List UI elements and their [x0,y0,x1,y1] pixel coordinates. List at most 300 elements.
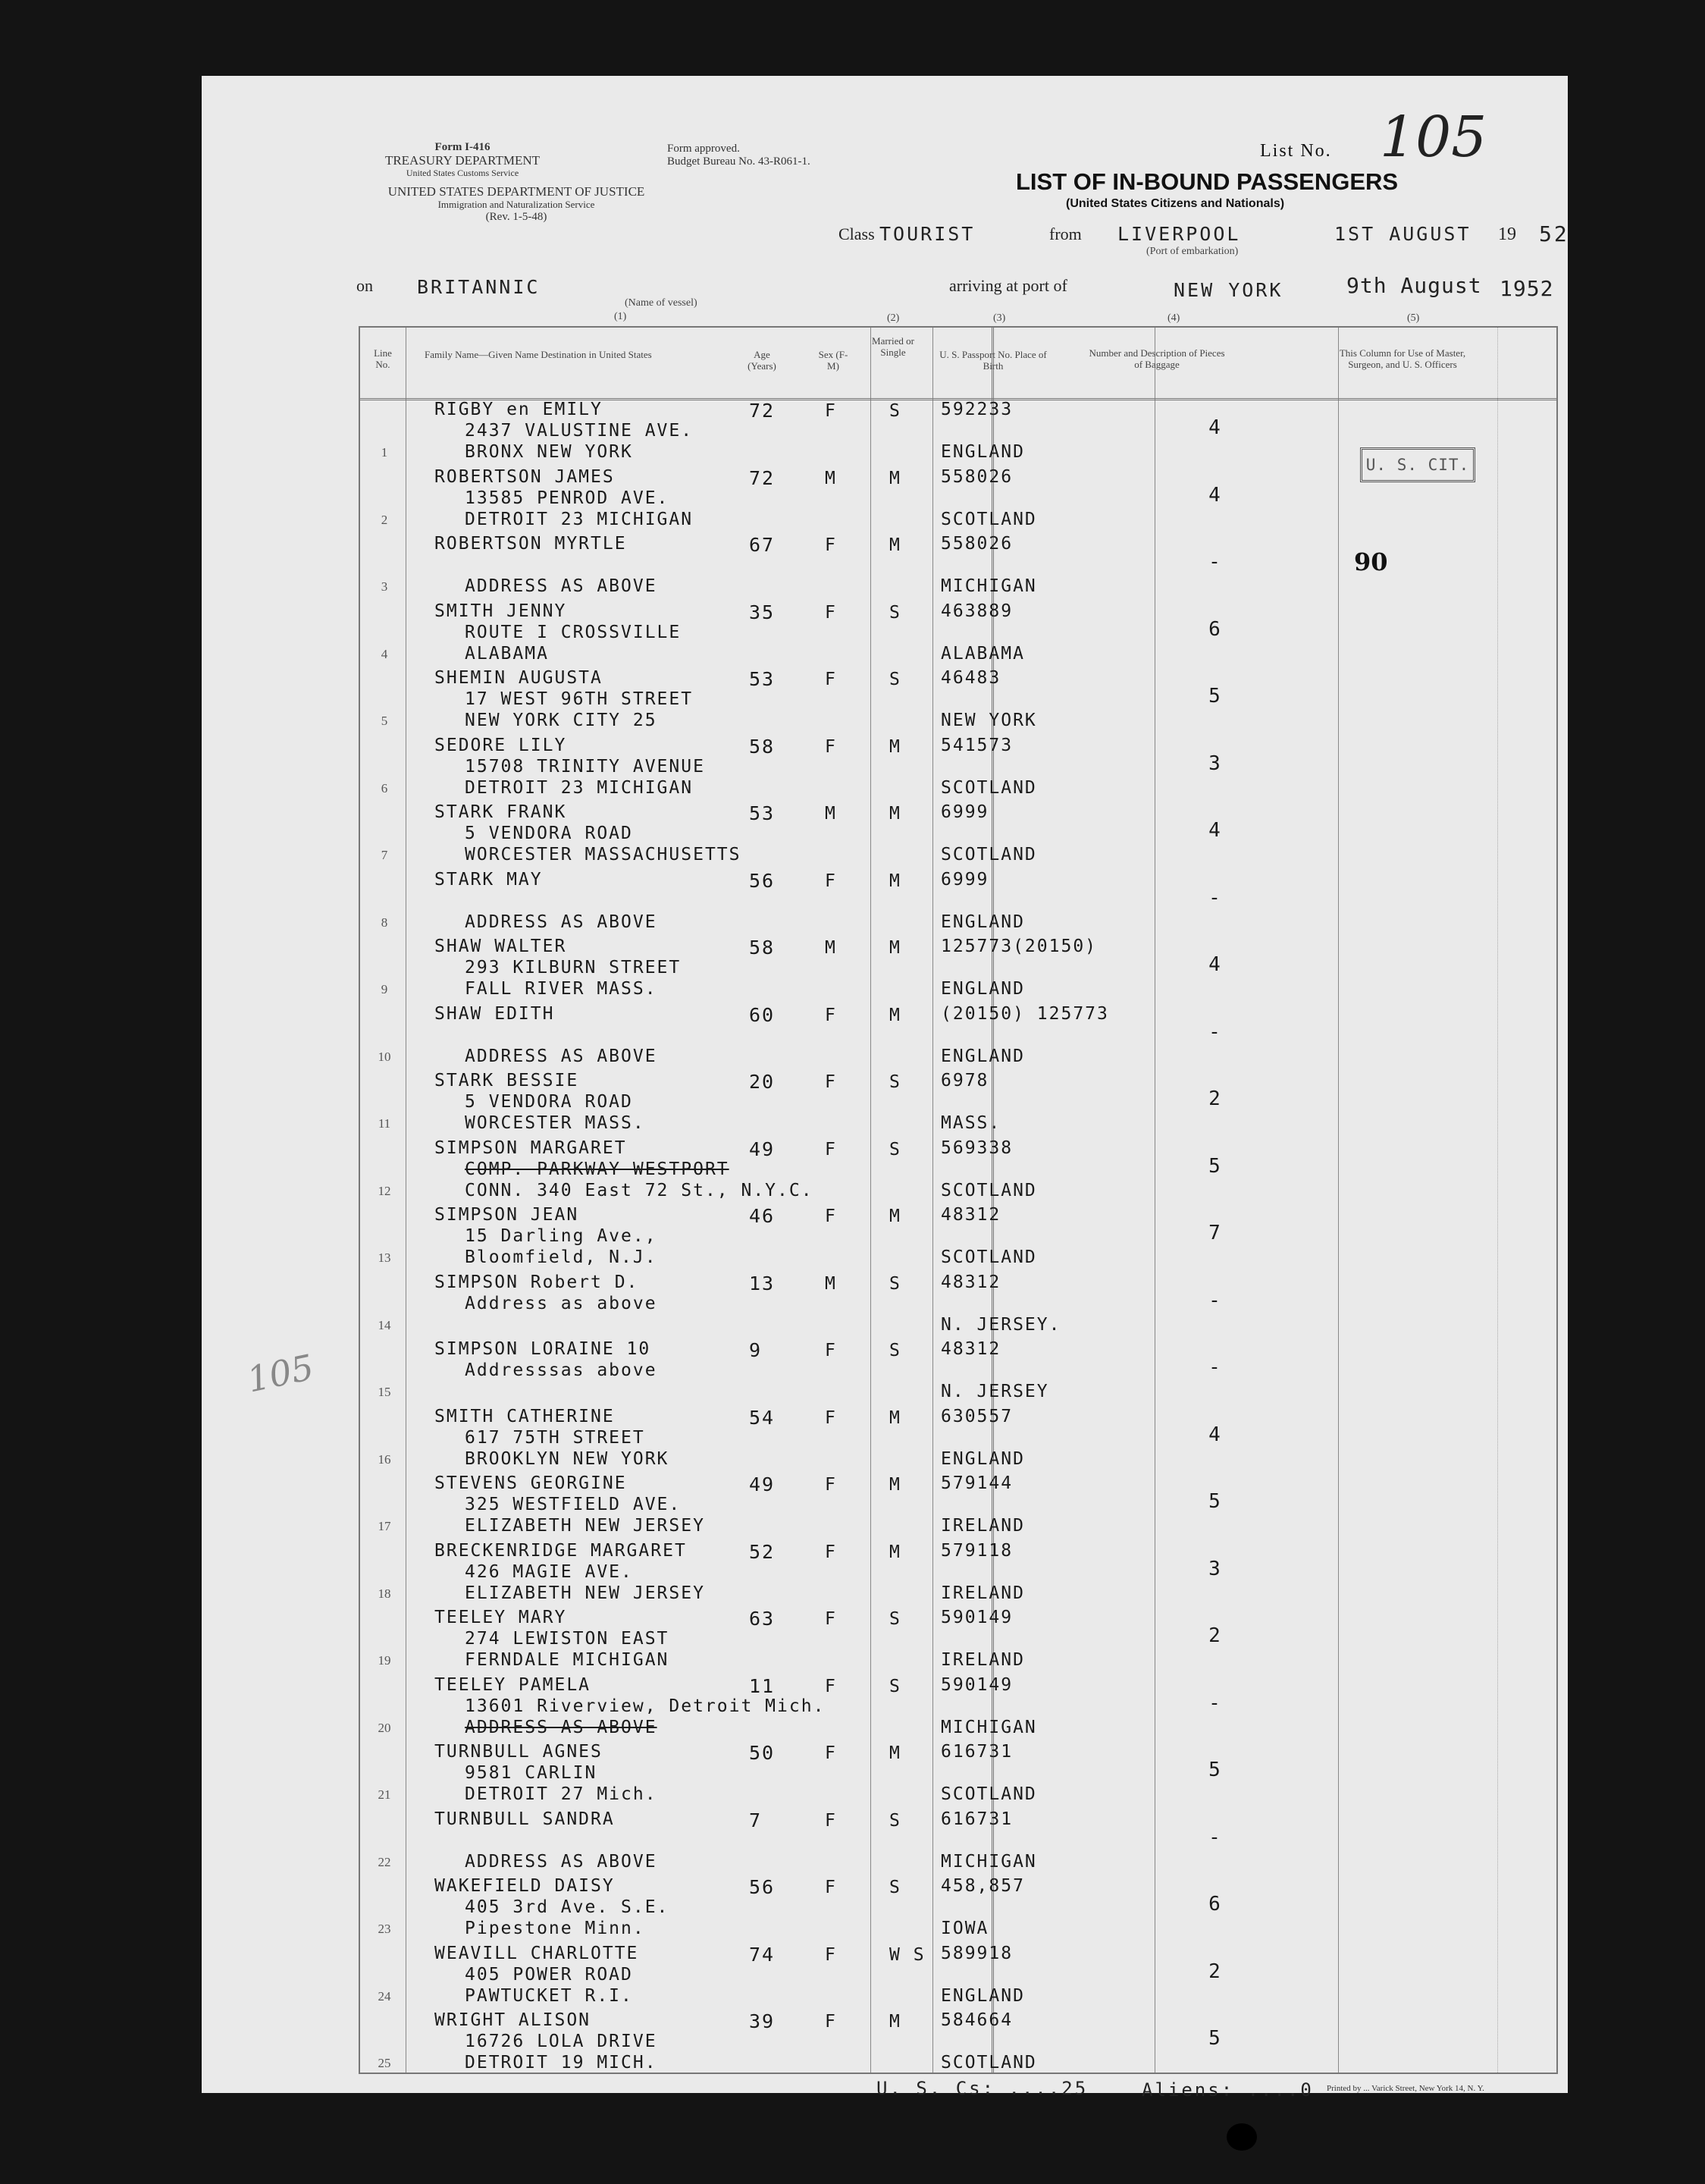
place-of-birth: IOWA [941,1919,989,1938]
passport-number: 558026 [941,466,1014,487]
approval-block: Form approved. Budget Bureau No. 43-R061-1. [667,143,810,168]
place-of-birth: IRELAND [941,1650,1025,1670]
passport-number: (20150) 125773 [941,1003,1109,1024]
baggage-count: - [1208,551,1222,573]
sex: M [825,938,837,958]
sex: F [825,1810,837,1831]
place-of-birth: MICHIGAN [941,1851,1037,1872]
place-of-birth: SCOTLAND [941,2053,1037,2073]
place-of-birth: ENGLAND [941,912,1025,932]
place-of-birth: ENGLAND [941,1448,1025,1469]
arrival-port: NEW YORK [1174,279,1283,301]
place-of-birth: SCOTLAND [941,1784,1037,1804]
line-number: 2 [381,512,388,527]
line-number: 12 [378,1183,391,1198]
marital-status: S [889,1878,901,1897]
age: 35 [749,601,776,623]
place-of-birth: MASS. [941,1113,1001,1133]
sex: F [825,1609,837,1629]
place-of-birth: N. JERSEY [941,1382,1049,1401]
baggage-count: - [1208,1356,1222,1379]
aliens-total: Aliens: ....0 [1142,2079,1314,2101]
address-line: 13601 Riverview, Detroit Mich. [465,1696,826,1716]
baggage-count: 3 [1208,752,1222,775]
table-row [359,734,1558,802]
col-sex: Sex (F-M) [818,349,848,372]
passport-number: 46483 [941,668,1001,688]
age: 74 [749,1943,776,1966]
col-num-5: (5) [1407,312,1420,324]
form-id-block: Form I-416 TREASURY DEPARTMENT United States Customs Service [384,141,541,178]
col-age: Age (Years) [748,349,776,372]
address-line: 13585 PENROD AVE. [465,488,669,508]
margin-note: 105 [243,1346,318,1401]
sex: F [825,736,837,757]
col-num-4: (4) [1167,312,1180,324]
passenger-name: STARK FRANK [434,802,567,822]
marital-status: M [889,1542,901,1562]
age: 67 [749,534,776,556]
sex: F [825,602,837,623]
address-line: 293 KILBURN STREET [465,958,682,977]
place-of-birth: IRELAND [941,1516,1025,1536]
passenger-name: SIMPSON Robert D. [434,1272,639,1292]
passport-number: 6978 [941,1071,989,1090]
line-number: 11 [378,1116,391,1131]
sex: M [825,804,837,824]
address-line: ELIZABETH NEW JERSEY [465,1583,705,1603]
line-number: 23 [378,1922,391,1936]
baggage-count: 4 [1208,819,1222,842]
address-line: ADDRESS AS ABOVE [465,1046,657,1066]
passport-number: 579118 [941,1540,1014,1561]
age: 63 [749,1608,776,1630]
passenger-name: SHAW EDITH [434,1003,555,1024]
col-line-no: Line No. [374,347,392,370]
marital-status: M [889,535,901,555]
address-line: DETROIT 19 MICH. [465,2053,657,2073]
table-row [359,935,1558,1003]
col-num-3: (3) [993,312,1006,324]
address-line: 17 WEST 96TH STREET [465,689,694,709]
arriving-label: arriving at port of [949,276,1067,295]
age: 53 [749,802,776,824]
marital-status: M [889,871,901,891]
age: 56 [749,869,776,892]
passenger-name: STARK BESSIE [434,1071,579,1090]
place-of-birth: ENGLAND [941,442,1025,462]
col-passport: U. S. Passport No. Place of Birth [939,349,1047,372]
line-number: 1 [381,445,388,460]
line-number: 24 [378,1988,391,2004]
passport-number: 616731 [941,1742,1014,1762]
place-of-birth: ENGLAND [941,1046,1025,1066]
sex: F [825,1005,837,1025]
list-number: 105 [1380,105,1487,170]
age: 49 [749,1138,776,1160]
age: 13 [749,1272,776,1294]
passenger-name: SIMPSON LORAINE 10 [434,1339,651,1359]
from-label: from [1049,224,1082,243]
passenger-name: SEDORE LILY [434,735,567,755]
marital-status: S [889,602,901,623]
sex: F [825,401,837,421]
address-line: ALABAMA [465,643,549,664]
sex: F [825,2012,837,2032]
vessel-name: BRITANNIC [417,276,541,298]
passport-number: 584664 [941,2010,1014,2030]
address-line: 15708 TRINITY AVENUE [465,756,705,777]
passport-number: 48312 [941,1205,1001,1225]
passenger-name: SHAW WALTER [434,937,567,956]
passport-number: 592233 [941,400,1014,419]
line-number: 20 [378,1720,391,1735]
passenger-name: SIMPSON MARGARET [434,1138,627,1158]
address-line: DETROIT 27 Mich. [465,1784,657,1804]
address-line: Address as above [465,1293,657,1313]
passport-number: 590149 [941,1674,1014,1695]
table-row [359,868,1558,936]
passenger-name: SMITH JENNY [434,601,567,621]
sex: M [825,468,837,488]
line-number: 15 [378,1385,391,1399]
passenger-name: TURNBULL AGNES [434,1742,603,1762]
address-line: 405 POWER ROAD [465,1964,633,1985]
age: 56 [749,1876,776,1898]
passenger-name: WAKEFIELD DAISY [434,1876,615,1896]
address-line: ADDRESS AS ABOVE [465,912,657,932]
printer-imprint: Printed by ... Varick Street, New York 14, N. Y. [1327,2084,1484,2093]
line-number: 9 [381,982,388,996]
marital-status: S [889,1072,901,1092]
line-number: 13 [378,1250,391,1265]
baggage-count: 2 [1208,1624,1222,1647]
place-of-birth: SCOTLAND [941,845,1037,864]
passport-number: 569338 [941,1138,1014,1158]
passport-number: 579144 [941,1473,1014,1493]
sex: F [825,1475,837,1495]
age: 11 [749,1674,776,1697]
passenger-name: TURNBULL SANDRA [434,1809,615,1829]
address-line: ADDRESS AS ABOVE [465,1717,657,1737]
table-row [359,2009,1558,2076]
table-row [359,1740,1558,1808]
address-line: 16726 LOLA DRIVE [465,2032,657,2051]
table-row [359,667,1558,734]
place-of-birth: NEW YORK [941,711,1037,730]
age: 46 [749,1205,776,1227]
passenger-name: SIMPSON JEAN [434,1205,579,1225]
us-citizen-stamp: U. S. CIT. [1360,447,1475,482]
line-number: 5 [381,714,388,728]
line-number: 3 [381,579,388,594]
sex: F [825,1743,837,1763]
passenger-name: WRIGHT ALISON [434,2010,591,2030]
baggage-count: 4 [1208,1423,1222,1446]
marital-status: M [889,468,901,488]
passenger-name: STEVENS GEORGINE [434,1473,627,1493]
address-line: WORCESTER MASSACHUSETTS [465,845,741,864]
table-row [359,1539,1558,1607]
passport-number: 463889 [941,601,1014,621]
age: 72 [749,400,776,422]
line-number: 16 [378,1451,391,1467]
address-line: 274 LEWISTON EAST [465,1629,669,1649]
passenger-rows [359,398,1558,2076]
line-number: 22 [378,1854,391,1869]
place-of-birth: IRELAND [941,1583,1025,1603]
marital-status: S [889,1676,901,1696]
baggage-count: 6 [1208,617,1222,641]
sex: F [825,1341,837,1360]
line-number: 19 [378,1653,391,1668]
baggage-count: 2 [1208,1087,1222,1110]
col-officers: This Column for Use of Master, Surgeon, and U. S. Officers [1339,347,1466,370]
address-line: Pipestone Minn. [465,1919,645,1938]
us-citizens-total: U. S. Cs: ....25 [876,2078,1089,2099]
place-of-birth: SCOTLAND [941,509,1037,529]
sex: F [825,871,837,891]
arrival-date: 9th August [1346,273,1482,298]
place-of-birth: ALABAMA [941,643,1025,664]
marital-status: M [889,804,901,824]
address-line: CONN. 340 East 72 St., N.Y.C. [465,1180,813,1200]
baggage-count: 4 [1208,483,1222,507]
address-line: ADDRESS AS ABOVE [465,1851,657,1872]
age: 9 [749,1339,763,1361]
place-of-birth: ENGLAND [941,979,1025,999]
baggage-count: - [1208,1288,1222,1312]
marital-status: M [889,736,901,757]
address-line: Bloomfield, N.J. [465,1247,657,1267]
passenger-name: TEELEY MARY [434,1608,567,1627]
port-of-embarkation: LIVERPOOL [1117,223,1241,245]
passport-number: 48312 [941,1339,1001,1359]
address-line: 405 3rd Ave. S.E. [465,1897,669,1917]
col-num-2: (2) [887,312,900,324]
age: 54 [749,1406,776,1429]
sex: F [825,670,837,689]
address-line: ROUTE I CROSSVILLE [465,622,682,642]
passport-number: 589918 [941,1943,1014,1963]
address-line: NEW YORK CITY 25 [465,711,657,730]
age: 20 [749,1071,776,1093]
table-row [359,1808,1558,1875]
line-number: 18 [378,1586,391,1601]
passenger-name: ROBERTSON MYRTLE [434,534,627,554]
line-number: 6 [381,780,388,795]
age: 58 [749,937,776,959]
age: 53 [749,668,776,690]
baggage-count: 5 [1208,1759,1222,1781]
baggage-count: 5 [1208,1490,1222,1513]
line-number: 8 [381,915,388,930]
marital-status: S [889,401,901,421]
age: 58 [749,735,776,758]
table-row [359,1405,1558,1473]
baggage-count: 7 [1208,1222,1222,1244]
marital-status: S [889,670,901,689]
place-of-birth: MICHIGAN [941,1717,1037,1737]
class-label: Class [838,224,875,243]
age: 39 [749,2010,776,2032]
sex: F [825,1072,837,1092]
address-line: 426 MAGIE AVE. [465,1561,633,1582]
line-number: 25 [378,2056,391,2070]
departure-date: 1ST AUGUST [1334,223,1472,245]
table-row [359,1003,1558,1070]
passport-number: 458,857 [941,1876,1025,1896]
vessel-caption: (Name of vessel) [625,297,697,309]
sex: F [825,1542,837,1562]
address-line: FERNDALE MICHIGAN [465,1650,669,1670]
place-of-birth: N. JERSEY. [941,1314,1061,1335]
table-row [359,1338,1558,1405]
passport-number: 590149 [941,1608,1014,1627]
baggage-count: - [1208,1020,1222,1043]
age: 52 [749,1540,776,1563]
marital-status: W S [889,1944,926,1965]
table-row [359,1069,1558,1137]
baggage-count: 5 [1208,685,1222,708]
marital-status: M [889,1207,901,1226]
address-line: DETROIT 23 MICHIGAN [465,777,694,798]
baggage-count: 4 [1208,416,1222,439]
marital-status: S [889,1609,901,1629]
age: 72 [749,466,776,489]
age: 50 [749,1742,776,1764]
col-name: Family Name—Given Name Destination in United States [425,349,652,360]
marital-status: M [889,1407,901,1428]
address-line: 617 75TH STREET [465,1427,645,1448]
address-line: 5 VENDORA ROAD [465,1092,633,1112]
place-of-birth: SCOTLAND [941,1180,1037,1200]
address-line: 325 WESTFIELD AVE. [465,1495,682,1514]
table-row [359,1674,1558,1741]
baggage-count: 4 [1208,953,1222,976]
address-line: 15 Darling Ave., [465,1226,657,1246]
sex: F [825,1878,837,1897]
address-line: 5 VENDORA ROAD [465,824,633,843]
marital-status: M [889,2012,901,2032]
marital-status: M [889,1475,901,1495]
marital-status: S [889,1341,901,1360]
baggage-count: 3 [1208,1557,1222,1580]
table-row [359,600,1558,667]
passport-number: 6999 [941,802,989,822]
sex: F [825,1676,837,1696]
table-row [359,1271,1558,1338]
address-line: 2437 VALUSTINE AVE. [465,421,694,441]
passport-number: 6999 [941,869,989,890]
list-no-label: List No. [1260,141,1332,161]
passport-number: 541573 [941,735,1014,755]
baggage-count: 2 [1208,1960,1222,1983]
baggage-count: - [1208,886,1222,909]
on-label: on [356,276,373,295]
passport-number: 558026 [941,534,1014,554]
baggage-count: - [1208,1825,1222,1849]
address-line: ELIZABETH NEW JERSEY [465,1516,705,1536]
place-of-birth: ENGLAND [941,1985,1025,2006]
passenger-name: RIGBY en EMILY [434,400,603,419]
address-line: ADDRESS AS ABOVE [465,576,657,596]
table-row [359,1472,1558,1539]
departure-year-suffix: 52 [1539,221,1569,246]
age: 7 [749,1809,763,1831]
col-married: Married or Single [872,335,914,358]
place-of-birth: SCOTLAND [941,1247,1037,1267]
passenger-name: WEAVILL CHARLOTTE [434,1943,639,1963]
table-row [359,1137,1558,1204]
page-title: LIST OF IN-BOUND PASSENGERS [1016,168,1399,195]
address-line: FALL RIVER MASS. [465,979,657,999]
passenger-name: ROBERTSON JAMES [434,466,615,487]
line-number: 4 [381,646,388,661]
table-row [359,1606,1558,1674]
age: 49 [749,1473,776,1495]
line-number: 10 [378,1049,391,1064]
marital-status: M [889,1005,901,1025]
marital-status: S [889,1810,901,1831]
page-subtitle: (United States Citizens and Nationals) [1066,197,1285,210]
port-caption: (Port of embarkation) [1146,246,1239,257]
passenger-name: TEELEY PAMELA [434,1674,591,1695]
col1-caption: (1) [614,311,627,322]
place-of-birth: SCOTLAND [941,777,1037,798]
justice-block: UNITED STATES DEPARTMENT OF JUSTICE Immigration and Naturalization Service (Rev. 1-5-48) [387,184,645,223]
passenger-name: STARK MAY [434,869,543,890]
passport-number: 48312 [941,1272,1001,1292]
passport-number: 125773(20150) [941,937,1098,956]
arrival-year: 1952 [1500,276,1554,301]
place-of-birth: MICHIGAN [941,576,1037,596]
sex: F [825,1207,837,1226]
marital-status: S [889,1139,901,1159]
sex: F [825,1944,837,1965]
marital-status: M [889,938,901,958]
sex: F [825,1407,837,1428]
line-number: 14 [378,1317,391,1332]
address-line: BRONX NEW YORK [465,442,633,462]
baggage-count: 6 [1208,1893,1222,1916]
address-line: WORCESTER MASS. [465,1113,645,1133]
sex: M [825,1273,837,1294]
punch-hole [1227,2123,1257,2151]
baggage-count: 5 [1208,2027,1222,2050]
baggage-count: - [1208,1691,1222,1715]
table-row [359,1203,1558,1271]
address-line: PAWTUCKET R.I. [465,1985,633,2006]
passenger-name: BRECKENRIDGE MARGARET [434,1540,687,1561]
baggage-count: 5 [1208,1154,1222,1178]
sex: F [825,535,837,555]
passport-number: 616731 [941,1809,1014,1829]
table-row [359,1875,1558,1942]
line-number: 7 [381,848,388,862]
line-number: 21 [378,1787,391,1802]
col-baggage: Number and Description of Pieces of Baggage [1089,347,1225,370]
sex: F [825,1139,837,1159]
line-number: 17 [378,1519,391,1533]
marital-status: S [889,1273,901,1294]
age: 60 [749,1003,776,1026]
departure-year-prefix: 19 [1498,224,1516,244]
table-row [359,801,1558,868]
passenger-name: SHEMIN AUGUSTA [434,668,603,688]
table-row [359,1942,1558,2010]
passport-number: 630557 [941,1406,1014,1426]
